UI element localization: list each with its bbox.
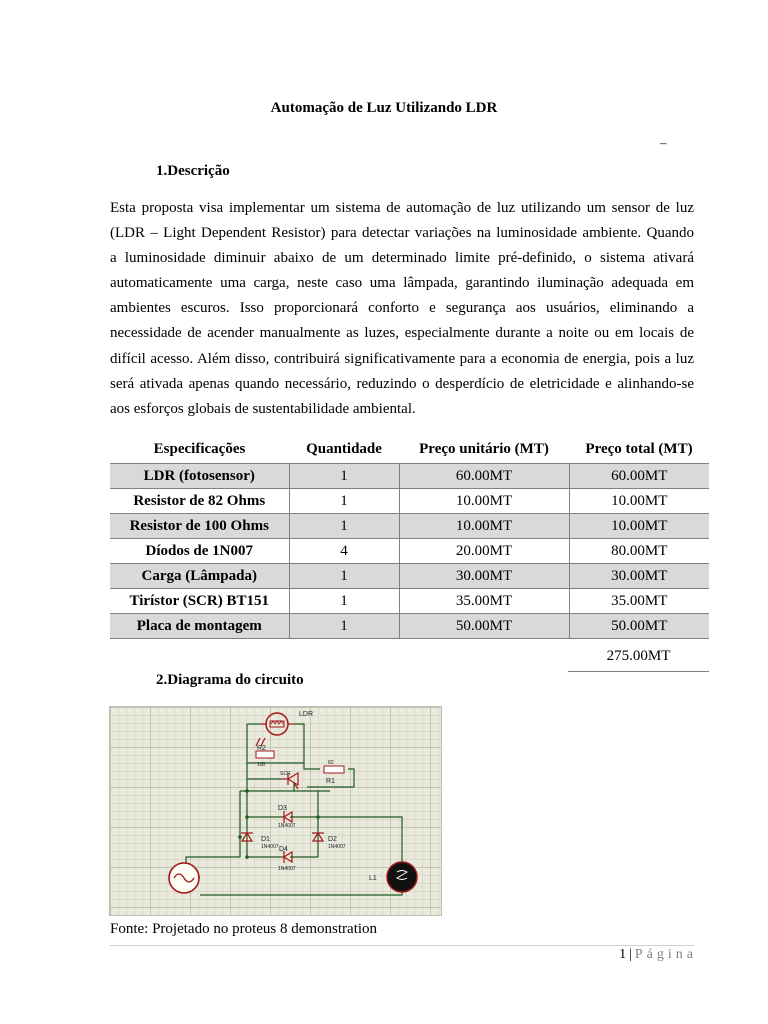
lamp-symbol	[387, 862, 417, 892]
table-row	[110, 564, 709, 589]
table-row	[110, 589, 709, 614]
unit-price-cell: 35.00MT	[399, 589, 569, 614]
label-d1: D1	[261, 836, 270, 843]
footer-separator: |	[629, 947, 632, 962]
paragraph-line: aos esforços globais de sustentabilidade ambiental.	[110, 400, 416, 417]
resistor-r1-symbol	[324, 766, 344, 773]
circuit-diagram	[109, 706, 442, 916]
label-d3-model: 1N4007	[278, 823, 296, 829]
quantity-cell: 1	[289, 464, 399, 489]
resistor-r2-symbol	[256, 751, 274, 758]
total-price-cell: 80.00MT	[569, 539, 709, 564]
paragraph-line: (LDR – Light Dependent Resistor) para detectar variações na luminosidade ambiente. Quando	[110, 225, 694, 242]
ldr-symbol	[266, 713, 288, 735]
unit-price-cell: 30.00MT	[399, 564, 569, 589]
column-header: Quantidade	[306, 441, 382, 457]
label-r2: R2	[257, 745, 266, 752]
page-footer	[540, 947, 697, 963]
label-r2-value: 100	[257, 762, 266, 768]
spec-name: Resistor de 82 Ohms	[110, 489, 289, 514]
page-number: 1	[619, 947, 627, 962]
table-row	[110, 514, 709, 539]
spec-name: Díodos de 1N007	[110, 539, 289, 564]
table-row	[110, 539, 709, 564]
label-d1-model: 1N4007	[261, 844, 279, 850]
grand-total: 275.00MT	[568, 645, 709, 672]
column-header: Preço unitário (MT)	[419, 441, 549, 457]
total-price-cell: 50.00MT	[569, 614, 709, 639]
unit-price-cell: 60.00MT	[399, 464, 569, 489]
total-price-cell: 60.00MT	[569, 464, 709, 489]
quantity-cell: 1	[289, 489, 399, 514]
quantity-cell: 1	[289, 564, 399, 589]
table-row	[110, 489, 709, 514]
page-word: Página	[634, 947, 697, 962]
spec-name: Placa de montagem	[110, 614, 289, 639]
paragraph-line: necessidade de acender manualmente as luzes, especialmente durante a noite ou em locais de	[110, 325, 694, 342]
quantity-cell: 1	[289, 514, 399, 539]
unit-price-cell: 10.00MT	[399, 514, 569, 539]
table-row	[110, 464, 709, 489]
total-price-cell: 10.00MT	[569, 514, 709, 539]
column-header: Especificações	[153, 441, 246, 457]
label-d3: D3	[278, 805, 287, 812]
unit-price-cell: 20.00MT	[399, 539, 569, 564]
figure-caption: Fonte: Projetado no proteus 8 demonstration	[110, 921, 378, 937]
quantity-cell: 4	[289, 539, 399, 564]
label-scr: SCR	[280, 771, 291, 777]
description-paragraph	[110, 196, 694, 422]
footer-divider	[110, 945, 694, 946]
section-heading-descricao: 1.Descrição	[156, 163, 230, 179]
quantity-cell: 1	[289, 614, 399, 639]
section-heading-diagrama: 2.Diagrama do circuito	[156, 672, 304, 688]
paragraph-line: Esta proposta visa implementar um sistema de automação de luz utilizando um sensor de luz	[110, 200, 694, 216]
total-price-cell: 10.00MT	[569, 489, 709, 514]
unit-price-cell: 10.00MT	[399, 489, 569, 514]
paragraph-line: difícil acesso. Além disso, contribuirá significativamente para a economia de energia, pois a luz	[110, 350, 694, 367]
document-title: Automação de Luz Utilizando LDR	[270, 100, 498, 116]
label-d2-model: 1N4007	[328, 844, 346, 850]
specifications-table	[110, 436, 709, 639]
total-price-cell: 30.00MT	[569, 564, 709, 589]
label-l1: L1	[369, 875, 377, 882]
paragraph-line: será ativada apenas quando necessário, reduzindo o desperdício de eletricidade e alinhando-se	[110, 375, 694, 392]
ac-source-symbol	[169, 863, 199, 893]
table-header-row	[110, 436, 709, 464]
spec-name: Tirístor (SCR) BT151	[110, 589, 289, 614]
label-r1: R1	[326, 778, 335, 785]
paragraph-line: automaticamente uma carga, neste caso uma lâmpada, garantindo iluminação adequada em	[110, 275, 694, 292]
table-row	[110, 614, 709, 639]
label-d4: D4	[279, 846, 288, 853]
spec-name: LDR (fotosensor)	[110, 464, 289, 489]
unit-price-cell: 50.00MT	[399, 614, 569, 639]
column-header: Preço total (MT)	[585, 441, 693, 457]
paragraph-line: ambientes escuros. Isso proporcionará conforto e segurança aos usuários, eliminando a	[110, 300, 694, 317]
total-price-cell: 35.00MT	[569, 589, 709, 614]
paragraph-line: a luminosidade diminuir abaixo de um determinado limite pré-definido, o sistema ativará	[110, 250, 694, 267]
label-ldr: LDR	[299, 711, 314, 718]
dash-mark: –	[660, 135, 667, 150]
quantity-cell: 1	[289, 589, 399, 614]
spec-name: Carga (Lâmpada)	[110, 564, 289, 589]
label-r1-value: 82	[328, 760, 334, 766]
label-d2: D2	[328, 836, 337, 843]
spec-name: Resistor de 100 Ohms	[110, 514, 289, 539]
label-d4-model: 1N4007	[278, 866, 296, 872]
